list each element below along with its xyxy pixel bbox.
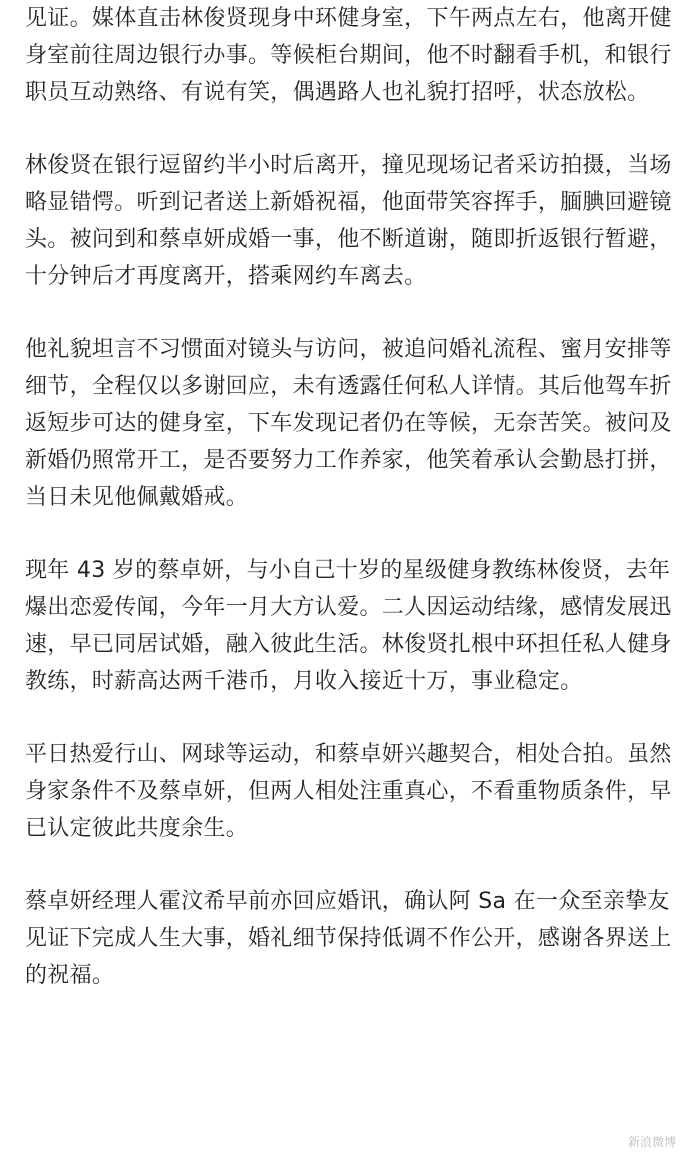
article-paragraph: 蔡卓妍经理人霍汶希早前亦回应婚讯，确认阿 Sa 在一众至亲挚友见证下完成人生大事，婚礼细节保持低调不作公开，感谢各界送上的祝福。	[25, 889, 672, 988]
article-body	[25, 0, 673, 994]
article-paragraph: 现年 43 岁的蔡卓妍，与小自己十岁的星级健身教练林俊贤，去年爆出恋爱传闻，今年一月大方认爱。二人因运动结缘，感情发展迅速，早已同居试婚，融入彼此生活。林俊贤扎根中环担任私人健身教练，时薪高达两千港币，月收入接近十万，事业稳定。	[25, 558, 672, 694]
watermark: 新浪微博	[627, 1135, 676, 1149]
article-paragraph: 他礼貌坦言不习惯面对镜头与访问，被追问婚礼流程、蜜月安排等细节，全程仅以多谢回应，未有透露任何私人详情。其后他驾车折返短步可达的健身室，下车发现记者仍在等候，无奈苦笑。被问及新婚仍照常开工，是否要努力工作养家，他笑着承认会勤恳打拼，当日未见他佩戴婚戒。	[25, 337, 672, 510]
article-paragraph: 见证。媒体直击林俊贤现身中环健身室，下午两点左右，他离开健身室前往周边银行办事。等候柜台期间，他不时翻看手机，和银行职员互动熟络、有说有笑，偶遇路人也礼貌打招呼，状态放松。	[25, 6, 672, 105]
article-paragraph: 林俊贤在银行逗留约半小时后离开，撞见现场记者采访拍摄，当场略显错愕。听到记者送上新婚祝福，他面带笑容挥手，腼腆回避镜头。被问到和蔡卓妍成婚一事，他不断道谢，随即折返银行暂避，十分钟后才再度离开，搭乘网约车离去。	[25, 153, 672, 289]
article-paragraph: 平日热爱行山、网球等运动，和蔡卓妍兴趣契合，相处合拍。虽然身家条件不及蔡卓妍，但两人相处注重真心，不看重物质条件，早已认定彼此共度余生。	[25, 742, 672, 841]
